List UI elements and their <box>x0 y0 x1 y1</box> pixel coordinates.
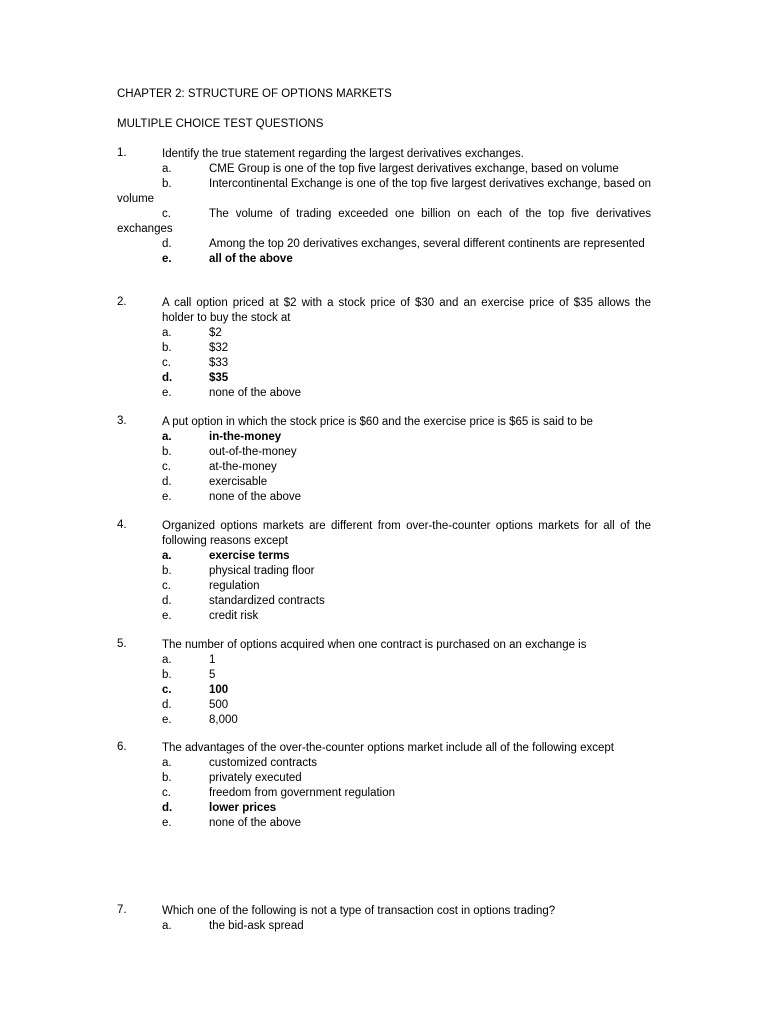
option-text: credit risk <box>209 610 259 622</box>
question-text: The number of options acquired when one contract is purchased on an exchange is <box>162 639 587 651</box>
option-d <box>117 801 651 816</box>
option-letter: e. <box>162 714 172 726</box>
option-letter: a. <box>162 757 172 769</box>
option-letter: b. <box>162 446 172 458</box>
option-letter: a. <box>162 163 172 175</box>
option-c <box>117 356 651 371</box>
option-text: physical trading floor <box>209 565 315 577</box>
option-e <box>117 386 651 401</box>
option-text: lower prices <box>209 802 277 814</box>
question-number: 4. <box>117 519 127 531</box>
option-text: standardized contracts <box>209 595 325 607</box>
option-text: 1 <box>209 654 216 666</box>
question-text: The advantages of the over-the-counter options market include all of the following except <box>162 742 614 754</box>
option-letter: a. <box>162 327 172 339</box>
option-letter: b. <box>162 772 172 784</box>
option-a <box>117 919 651 934</box>
option-text: at-the-money <box>209 461 277 473</box>
option-letter: d. <box>162 238 172 250</box>
option-letter: a. <box>162 920 172 932</box>
option-letter: d. <box>162 802 173 814</box>
option-letter: b. <box>162 342 172 354</box>
question-number: 6. <box>117 741 127 753</box>
option-a <box>117 326 651 341</box>
option-letter: d. <box>162 595 172 607</box>
chapter-title: CHAPTER 2: STRUCTURE OF OPTIONS MARKETS <box>117 88 392 100</box>
question-text: Which one of the following is not a type of transaction cost in options trading? <box>162 905 556 917</box>
option-text: none of the above <box>209 491 302 503</box>
option-text: 500 <box>209 699 229 711</box>
option-letter: e. <box>162 253 172 265</box>
option-a <box>117 430 651 445</box>
section-subtitle: MULTIPLE CHOICE TEST QUESTIONS <box>117 118 324 130</box>
question-text: Identify the true statement regarding the largest derivatives exchanges. <box>162 148 524 160</box>
option-letter: c. <box>162 580 171 592</box>
option-text: exercise terms <box>209 550 290 562</box>
option-text: exercisable <box>209 476 268 488</box>
option-text: in-the-money <box>209 431 282 443</box>
option-text: freedom from government regulation <box>209 787 396 799</box>
question-text: A call option priced at $2 with a stock price of $30 and an exercise price of $35 allows the holder to buy the stock at <box>162 297 651 324</box>
option-e <box>117 490 651 505</box>
option-b <box>117 341 651 356</box>
option-text: 5 <box>209 669 216 681</box>
question-5 <box>117 638 651 728</box>
option-a <box>117 756 651 771</box>
question-number: 5. <box>117 638 127 650</box>
option-letter: e. <box>162 610 172 622</box>
option-text: out-of-the-money <box>209 446 297 458</box>
option-letter: e. <box>162 387 172 399</box>
question-number: 7. <box>117 904 127 916</box>
question-1 <box>117 147 651 267</box>
option-text: all of the above <box>209 253 293 265</box>
option-letter: c. <box>162 357 171 369</box>
option-d <box>117 698 651 713</box>
option-c <box>117 207 651 237</box>
option-text: CME Group is one of the top five largest derivatives exchange, based on volume <box>209 163 619 175</box>
option-letter: d. <box>162 372 173 384</box>
option-letter: b. <box>162 565 172 577</box>
option-e <box>117 609 651 624</box>
option-text: $2 <box>209 327 222 339</box>
option-letter: c. <box>162 684 172 696</box>
question-7 <box>117 904 651 934</box>
option-c <box>117 683 651 698</box>
option-letter: d. <box>162 699 172 711</box>
option-letter: e. <box>162 817 172 829</box>
option-text: $32 <box>209 342 229 354</box>
option-b <box>117 177 651 207</box>
option-text: Among the top 20 derivatives exchanges, several different continents are represented <box>209 238 645 250</box>
option-letter: a. <box>162 550 172 562</box>
option-letter: a. <box>162 431 172 443</box>
option-e <box>117 816 651 831</box>
option-d <box>117 237 651 252</box>
option-text: Intercontinental Exchange is one of the top five largest derivatives exchange, based on volume <box>117 178 651 205</box>
question-number: 3. <box>117 415 127 427</box>
option-e <box>117 252 651 267</box>
option-b <box>117 771 651 786</box>
option-text: The volume of trading exceeded one billion on each of the top five derivatives exchanges <box>117 208 651 235</box>
option-text: privately executed <box>209 772 302 784</box>
option-e <box>117 713 651 728</box>
option-text: the bid-ask spread <box>209 920 304 932</box>
question-6 <box>117 741 651 831</box>
question-3 <box>117 415 651 505</box>
option-letter: c. <box>162 787 171 799</box>
option-text: none of the above <box>209 387 302 399</box>
option-text: regulation <box>209 580 260 592</box>
option-letter: c. <box>162 461 171 473</box>
option-text: $35 <box>209 372 229 384</box>
option-text: 100 <box>209 684 229 696</box>
option-b <box>117 445 651 460</box>
question-4 <box>117 519 651 624</box>
option-letter: b. <box>162 178 172 190</box>
option-text: customized contracts <box>209 757 318 769</box>
option-d <box>117 475 651 490</box>
question-text: A put option in which the stock price is $60 and the exercise price is $65 is said to be <box>162 416 593 428</box>
question-text: Organized options markets are different from over-the-counter options markets for all of the following reasons except <box>162 520 651 547</box>
question-2 <box>117 296 651 401</box>
option-c <box>117 786 651 801</box>
option-letter: d. <box>162 476 172 488</box>
option-c <box>117 460 651 475</box>
option-letter: a. <box>162 654 172 666</box>
option-d <box>117 371 651 386</box>
option-text: $33 <box>209 357 229 369</box>
option-letter: c. <box>162 208 171 220</box>
option-b <box>117 564 651 579</box>
option-d <box>117 594 651 609</box>
option-b <box>117 668 651 683</box>
option-a <box>117 549 651 564</box>
option-letter: e. <box>162 491 172 503</box>
question-number: 1. <box>117 147 127 159</box>
question-number: 2. <box>117 296 127 308</box>
option-a <box>117 162 651 177</box>
option-c <box>117 579 651 594</box>
option-text: 8,000 <box>209 714 238 726</box>
option-letter: b. <box>162 669 172 681</box>
option-text: none of the above <box>209 817 302 829</box>
option-a <box>117 653 651 668</box>
